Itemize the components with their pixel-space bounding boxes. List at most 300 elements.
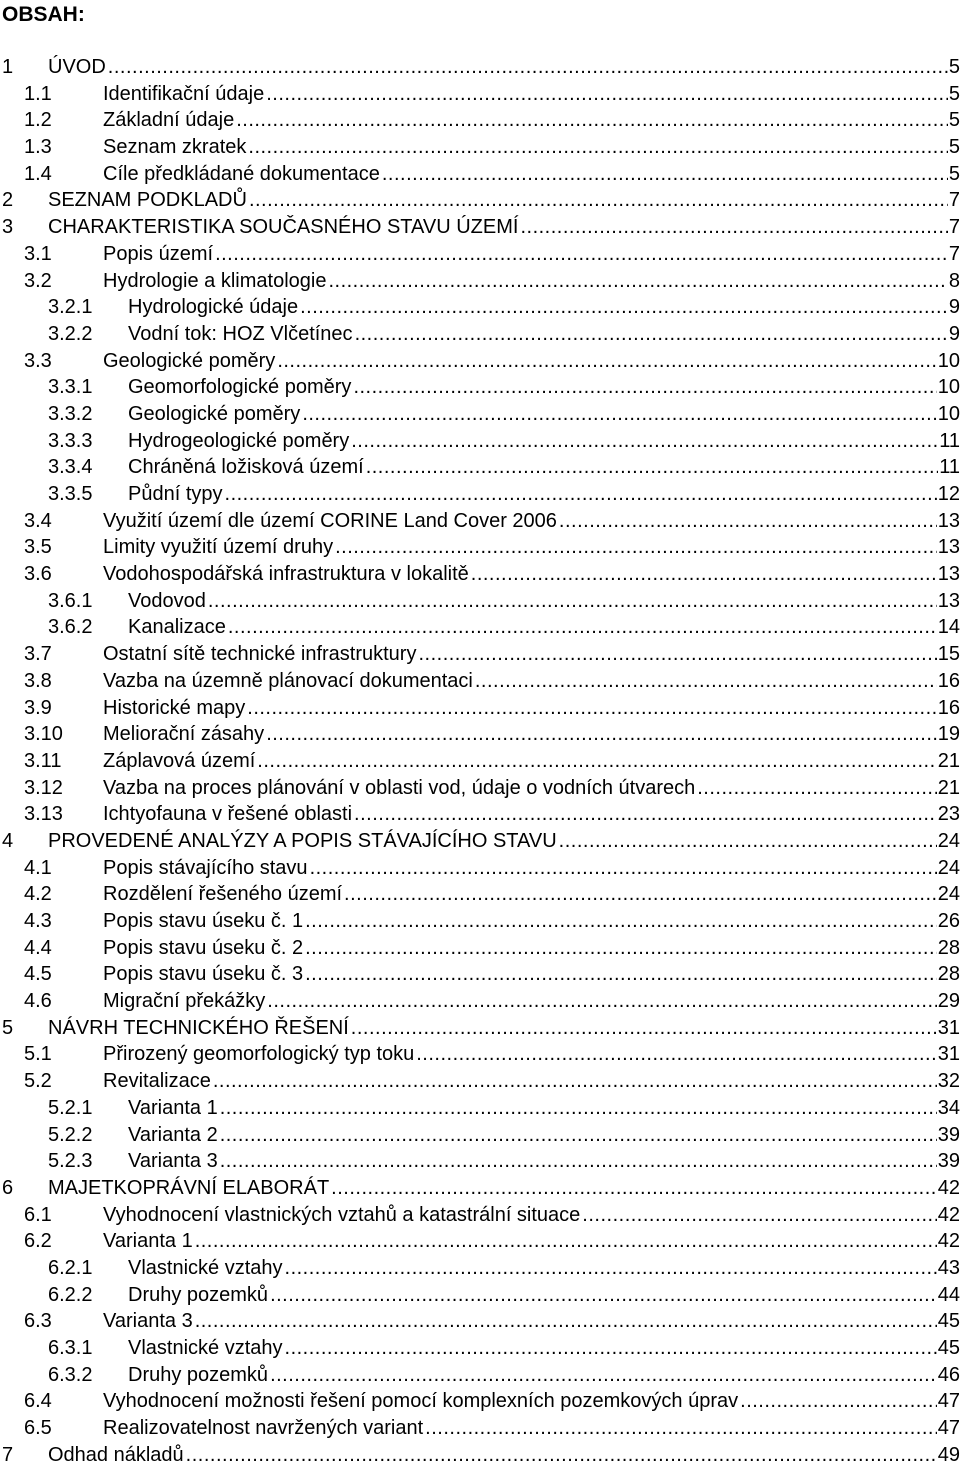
toc-entry-page-number: 28 — [937, 936, 960, 959]
toc-entry-title: Hydrologické údaje — [128, 296, 299, 319]
dot-leader — [353, 374, 936, 400]
toc-entry[interactable] — [0, 1068, 960, 1095]
toc-entry-number: 1.4 — [24, 162, 52, 185]
toc-entry[interactable] — [0, 828, 960, 855]
dot-leader — [355, 321, 948, 347]
toc-entry[interactable] — [0, 374, 960, 401]
toc-entry-number: 3.11 — [24, 749, 62, 772]
toc-entry-number: 4.4 — [24, 936, 52, 959]
toc-entry-line — [128, 588, 960, 614]
toc-entry-number: 4.5 — [24, 963, 52, 986]
toc-entry-line — [103, 508, 960, 534]
toc-entry[interactable] — [0, 187, 960, 214]
toc-entry-page-number: 10 — [937, 349, 960, 372]
toc-entry-page-number: 49 — [937, 1443, 960, 1466]
toc-entry-number: 2 — [2, 189, 14, 212]
toc-entry[interactable] — [0, 481, 960, 508]
toc-entry[interactable] — [0, 908, 960, 935]
toc-entry-number: 4.3 — [24, 910, 52, 932]
dot-leader — [228, 614, 937, 640]
toc-entry-page-number: 10 — [937, 402, 960, 425]
toc-entry-page-number: 29 — [937, 990, 960, 1013]
toc-entry-number: 3.6.1 — [48, 589, 93, 612]
toc-entry-line — [48, 828, 960, 854]
toc-entry[interactable] — [0, 1282, 960, 1309]
toc-entry-title: Geomorfologické poměry — [128, 376, 352, 399]
dot-leader — [300, 294, 948, 320]
toc-entry-line — [128, 1255, 960, 1281]
toc-entry-page-number: 14 — [937, 616, 960, 639]
toc-entry-page-number: 5 — [948, 56, 960, 78]
toc-entry[interactable] — [0, 641, 960, 668]
toc-entry[interactable] — [0, 961, 960, 988]
toc-entry-title: ÚVOD — [48, 56, 106, 78]
toc-entry[interactable] — [0, 855, 960, 882]
toc-entry-line — [128, 428, 960, 454]
toc-entry-page-number: 34 — [937, 1096, 960, 1119]
toc-entry[interactable] — [0, 988, 960, 1015]
toc-entry-title: Limity využití území druhy — [103, 536, 334, 559]
toc-entry-number: 6 — [2, 1176, 14, 1199]
toc-entry[interactable] — [0, 454, 960, 481]
toc-entry-line — [103, 268, 960, 294]
dot-leader — [305, 935, 937, 961]
toc-entry-title: Revitalizace — [103, 1070, 211, 1093]
toc-entry-page-number: 42 — [937, 1230, 960, 1253]
toc-entry-title: Chráněná ložisková území — [128, 456, 364, 479]
toc-entry-title: Druhy pozemků — [128, 1283, 269, 1306]
toc-entry-title: Identifikační údaje — [103, 82, 265, 105]
toc-entry-page-number: 23 — [937, 803, 960, 826]
dot-leader — [195, 1228, 937, 1254]
toc-entry-title: Kanalizace — [128, 616, 226, 639]
toc-entry-number: 1.1 — [24, 82, 52, 105]
toc-entry-title: Základní údaje — [103, 109, 235, 132]
dot-leader — [740, 1388, 937, 1414]
toc-entry-page-number: 13 — [937, 589, 960, 612]
toc-entry-line — [128, 1122, 960, 1148]
toc-entry-line — [103, 668, 960, 694]
toc-entry-page-number: 7 — [948, 189, 960, 212]
toc-entry-number: 6.3 — [24, 1310, 52, 1333]
dot-leader — [305, 961, 937, 987]
toc-entry-page-number: 45 — [937, 1337, 960, 1359]
toc-entry-page-number: 13 — [937, 536, 960, 559]
toc-entry[interactable] — [0, 1122, 960, 1149]
dot-leader — [302, 401, 936, 427]
toc-entry-line — [103, 881, 960, 907]
toc-entry[interactable] — [0, 1255, 960, 1282]
toc-entry-title: Meliorační zásahy — [103, 723, 265, 746]
toc-entry-title: SEZNAM PODKLADŮ — [48, 189, 247, 212]
toc-entry[interactable] — [0, 775, 960, 802]
dot-leader — [331, 1175, 937, 1201]
dot-leader — [236, 107, 948, 133]
toc-entry-number: 3.9 — [24, 696, 52, 719]
dot-leader — [305, 908, 937, 934]
toc-entry-line — [103, 695, 960, 721]
dot-leader — [425, 1415, 937, 1441]
toc-entry-title: Cíle předkládané dokumentace — [103, 162, 380, 185]
toc-entry-page-number: 31 — [937, 1043, 960, 1066]
toc-entry-title: Hydrologie a klimatologie — [103, 269, 327, 292]
toc-entry-line — [103, 801, 960, 827]
toc-entry-number: 7 — [2, 1443, 14, 1466]
dot-leader — [277, 348, 936, 374]
toc-entry[interactable] — [0, 614, 960, 641]
dot-leader — [225, 481, 937, 507]
toc-entry[interactable] — [0, 508, 960, 535]
toc-entry-number: 3.4 — [24, 509, 52, 532]
toc-entry-number: 5.2 — [24, 1070, 52, 1093]
toc-entry-line — [48, 1015, 960, 1041]
toc-entry-line — [103, 961, 960, 987]
toc-entry-page-number: 15 — [937, 643, 960, 666]
toc-entry-number: 6.3.2 — [48, 1363, 93, 1386]
toc-entry-number: 6.4 — [24, 1390, 52, 1413]
toc-entry-title: Varianta 2 — [128, 1123, 218, 1146]
toc-entry[interactable] — [0, 748, 960, 775]
dot-leader — [248, 134, 947, 160]
toc-entry-page-number: 11 — [939, 429, 960, 452]
toc-entry-title: PROVEDENÉ ANALÝZY A POPIS STÁVAJÍCÍHO STAVU — [48, 829, 557, 852]
toc-entry[interactable] — [0, 1015, 960, 1042]
toc-entry-number: 3.10 — [24, 723, 63, 746]
toc-entry-title: MAJETKOPRÁVNÍ ELABORÁT — [48, 1176, 330, 1199]
toc-entry-page-number: 9 — [948, 322, 960, 345]
toc-entry-title: CHARAKTERISTIKA SOUČASNÉHO STAVU ÚZEMÍ — [48, 216, 519, 239]
dot-leader — [267, 988, 936, 1014]
toc-entry[interactable] — [0, 268, 960, 295]
toc-entry[interactable] — [0, 81, 960, 108]
toc-entry-number: 3.2.2 — [48, 322, 93, 345]
toc-entry[interactable] — [0, 561, 960, 588]
dot-leader — [186, 1442, 937, 1468]
toc-entry-page-number: 32 — [937, 1070, 960, 1093]
toc-entry[interactable] — [0, 935, 960, 962]
dot-leader — [354, 801, 937, 827]
dot-leader — [310, 855, 937, 881]
toc-entry-title: Hydrogeologické poměry — [128, 429, 350, 452]
toc-entry-page-number: 24 — [937, 883, 960, 906]
toc-entry[interactable] — [0, 401, 960, 428]
toc-entry-line — [103, 775, 960, 801]
toc-entry[interactable] — [0, 134, 960, 161]
toc-entry-page-number: 8 — [948, 269, 960, 292]
dot-leader — [418, 641, 936, 667]
dot-leader — [328, 268, 947, 294]
toc-entry-line — [128, 454, 960, 480]
dot-leader — [270, 1362, 937, 1388]
toc-entry-page-number: 24 — [937, 856, 960, 879]
toc-entry-line — [103, 561, 960, 587]
toc-entry-line — [103, 161, 960, 187]
toc-entry-title: Vazba na územně plánovací dokumentaci — [103, 669, 473, 692]
dot-leader — [285, 1335, 937, 1361]
dot-leader — [270, 1282, 937, 1308]
toc-entry-line — [48, 54, 960, 80]
toc-entry-title: Vyhodnocení možnosti řešení pomocí komplexních pozemkových úprav — [103, 1390, 739, 1413]
toc-entry[interactable] — [0, 1442, 960, 1468]
toc-entry-title: NÁVRH TECHNICKÉHO ŘEŠENÍ — [48, 1016, 349, 1039]
toc-entry-number: 4.1 — [24, 856, 52, 879]
toc-entry-title: Varianta 1 — [103, 1230, 193, 1253]
toc-entry[interactable] — [0, 294, 960, 321]
dot-leader — [520, 214, 947, 240]
toc-entry-page-number: 24 — [937, 829, 960, 852]
toc-entry-title: Popis stavu úseku č. 1 — [103, 910, 304, 932]
dot-leader — [108, 54, 948, 80]
toc-entry-number: 5.2.2 — [48, 1123, 93, 1146]
dot-leader — [266, 721, 937, 747]
toc-entry[interactable] — [0, 1202, 960, 1229]
toc-entry-line — [103, 1041, 960, 1067]
toc-entry-page-number: 5 — [948, 136, 960, 159]
toc-entry-number: 4.2 — [24, 883, 52, 906]
toc-entry-page-number: 39 — [937, 1150, 960, 1173]
toc-entry-page-number: 13 — [937, 509, 960, 532]
toc-entry-number: 3.13 — [24, 803, 63, 826]
toc-entry[interactable] — [0, 1308, 960, 1335]
toc-entry-page-number: 21 — [937, 749, 960, 772]
toc-entry-page-number: 13 — [937, 563, 960, 586]
dot-leader — [344, 881, 937, 907]
toc-entry-page-number: 47 — [937, 1390, 960, 1413]
toc-entry-page-number: 5 — [948, 82, 960, 105]
toc-entry-line — [103, 1228, 960, 1254]
toc-entry[interactable] — [0, 668, 960, 695]
dot-leader — [208, 588, 937, 614]
toc-entry-line — [128, 481, 960, 507]
toc-entry-title: Vlastnické vztahy — [128, 1256, 283, 1279]
toc-entry-line — [103, 855, 960, 881]
toc-entry-line — [103, 1068, 960, 1094]
toc-entry-title: Vazba na proces plánování v oblasti vod, údaje o vodních útvarech — [103, 776, 696, 799]
toc-entry[interactable] — [0, 721, 960, 748]
toc-entry-line — [103, 81, 960, 107]
toc-entry-title: Varianta 3 — [103, 1310, 193, 1333]
dot-leader — [351, 428, 938, 454]
dot-leader — [285, 1255, 937, 1281]
toc-entry-number: 3.6 — [24, 563, 52, 586]
toc-entry[interactable] — [0, 1228, 960, 1255]
toc-entry-page-number: 21 — [937, 776, 960, 799]
dot-leader — [257, 748, 936, 774]
toc-entry-number: 5.2.1 — [48, 1096, 93, 1119]
toc-entry-line — [128, 374, 960, 400]
toc-entry-number: 3.3.1 — [48, 376, 93, 399]
toc-entry-line — [103, 107, 960, 133]
dot-leader — [366, 454, 939, 480]
toc-entry-line — [103, 534, 960, 560]
toc-entry-page-number: 5 — [948, 162, 960, 185]
toc-entry-title: Vodovod — [128, 589, 206, 612]
toc-entry-line — [103, 1415, 960, 1441]
table-of-contents — [0, 54, 960, 1468]
toc-entry-title: Půdní typy — [128, 483, 223, 505]
toc-entry-number: 5.1 — [24, 1043, 52, 1066]
toc-entry[interactable] — [0, 1095, 960, 1122]
toc-entry[interactable] — [0, 1335, 960, 1362]
toc-entry[interactable] — [0, 1415, 960, 1442]
toc-entry-number: 3.1 — [24, 242, 52, 265]
toc-entry-title: Ostatní sítě technické infrastruktury — [103, 643, 417, 666]
toc-entry-page-number: 26 — [937, 910, 960, 932]
dot-leader — [559, 508, 937, 534]
toc-entry-page-number: 43 — [937, 1256, 960, 1279]
toc-entry[interactable] — [0, 161, 960, 188]
dot-leader — [335, 534, 937, 560]
dot-leader — [351, 1015, 937, 1041]
toc-entry-number: 6.1 — [24, 1203, 52, 1226]
toc-entry-title: Využití území dle území CORINE Land Cover 2006 — [103, 509, 557, 532]
toc-entry[interactable] — [0, 534, 960, 561]
toc-entry[interactable] — [0, 428, 960, 455]
toc-entry-title: Vyhodnocení vlastnických vztahů a katastrální situace — [103, 1203, 581, 1226]
toc-entry-line — [128, 1282, 960, 1308]
toc-entry-title: Záplavová území — [103, 749, 256, 772]
toc-entry[interactable] — [0, 881, 960, 908]
toc-entry-line — [103, 1308, 960, 1334]
toc-entry-page-number: 47 — [937, 1417, 960, 1440]
toc-entry[interactable] — [0, 107, 960, 134]
toc-entry-title: Ichtyofauna v řešené oblasti — [103, 803, 353, 826]
toc-entry-title: Druhy pozemků — [128, 1363, 269, 1386]
toc-entry-page-number: 46 — [937, 1363, 960, 1386]
toc-entry-line — [103, 1388, 960, 1414]
toc-entry-title: Varianta 1 — [128, 1096, 218, 1119]
toc-entry-line — [103, 241, 960, 267]
toc-entry-line — [103, 988, 960, 1014]
toc-entry-page-number: 9 — [948, 296, 960, 319]
toc-entry-number: 3.7 — [24, 643, 52, 666]
toc-entry-number: 3.2 — [24, 269, 52, 292]
dot-leader — [195, 1308, 937, 1334]
toc-entry-title: Varianta 3 — [128, 1150, 218, 1173]
toc-entry-page-number: 19 — [937, 723, 960, 746]
toc-entry-page-number: 12 — [937, 483, 960, 505]
toc-entry[interactable] — [0, 588, 960, 615]
toc-entry-number: 3.3 — [24, 349, 52, 372]
toc-entry-line — [103, 641, 960, 667]
toc-entry-title: Vodní tok: HOZ Vlčetínec — [128, 322, 353, 345]
toc-entry-number: 3.3.4 — [48, 456, 93, 479]
dot-leader — [416, 1041, 937, 1067]
toc-entry-page-number: 10 — [937, 376, 960, 399]
toc-entry-page-number: 42 — [937, 1176, 960, 1199]
toc-entry-number: 1 — [2, 56, 14, 78]
toc-entry-line — [103, 721, 960, 747]
toc-entry-line — [48, 187, 960, 213]
toc-entry-title: Přirozený geomorfologický typ toku — [103, 1043, 415, 1066]
toc-entry-title: Popis stavu úseku č. 2 — [103, 936, 304, 959]
toc-entry-page-number: 7 — [948, 216, 960, 239]
dot-leader — [220, 1148, 937, 1174]
toc-entry[interactable] — [0, 695, 960, 722]
toc-entry[interactable] — [0, 1175, 960, 1202]
toc-entry[interactable] — [0, 348, 960, 375]
toc-entry-line — [128, 294, 960, 320]
dot-leader — [213, 1068, 937, 1094]
dot-leader — [247, 695, 936, 721]
toc-entry[interactable] — [0, 1041, 960, 1068]
page-title: OBSAH: — [2, 3, 85, 26]
dot-leader — [215, 241, 948, 267]
toc-entry-number: 6.2 — [24, 1230, 52, 1253]
toc-entry-line — [128, 614, 960, 640]
toc-entry[interactable] — [0, 241, 960, 268]
toc-entry-title: Vodohospodářská infrastruktura v lokalitě — [103, 563, 469, 586]
toc-entry-line — [128, 401, 960, 427]
toc-entry-number: 6.2.2 — [48, 1283, 93, 1306]
toc-entry-page-number: 16 — [937, 669, 960, 692]
toc-entry-number: 3.3.5 — [48, 483, 93, 505]
toc-entry-number: 3.3.3 — [48, 429, 93, 452]
toc-entry-page-number: 16 — [937, 696, 960, 719]
toc-entry-title: Geologické poměry — [103, 349, 276, 372]
toc-entry[interactable] — [0, 801, 960, 828]
toc-entry-page-number: 39 — [937, 1123, 960, 1146]
toc-entry-line — [128, 1362, 960, 1388]
toc-entry-number: 3.12 — [24, 776, 63, 799]
toc-entry-line — [128, 1335, 960, 1361]
dot-leader — [582, 1202, 936, 1228]
toc-entry-page-number: 42 — [937, 1203, 960, 1226]
toc-entry-title: Seznam zkratek — [103, 136, 247, 159]
toc-entry-line — [128, 1148, 960, 1174]
dot-leader — [559, 828, 937, 854]
toc-entry-title: Geologické poměry — [128, 402, 301, 425]
toc-entry-title: Vlastnické vztahy — [128, 1337, 283, 1359]
toc-entry-number: 1.2 — [24, 109, 52, 132]
toc-entry-line — [103, 748, 960, 774]
toc-entry-line — [128, 1095, 960, 1121]
toc-entry-line — [48, 214, 960, 240]
toc-entry-title: Historické mapy — [103, 696, 246, 719]
toc-entry-number: 6.5 — [24, 1417, 52, 1440]
toc-entry-title: Migrační překážky — [103, 990, 266, 1013]
toc-entry-title: Popis stávajícího stavu — [103, 856, 308, 879]
toc-entry[interactable] — [0, 1148, 960, 1175]
toc-entry-line — [128, 321, 960, 347]
toc-entry-line — [48, 1442, 960, 1468]
toc-entry-number: 6.2.1 — [48, 1256, 93, 1279]
toc-entry[interactable] — [0, 1388, 960, 1415]
toc-entry-title: Odhad nákladů — [48, 1443, 184, 1466]
toc-entry-number: 3.2.1 — [48, 296, 93, 319]
toc-entry-page-number: 45 — [937, 1310, 960, 1333]
dot-leader — [697, 775, 937, 801]
toc-entry-page-number: 5 — [948, 109, 960, 132]
toc-entry-number: 4 — [2, 829, 14, 852]
toc-entry-title: Realizovatelnost navržených variant — [103, 1417, 424, 1440]
toc-entry-line — [103, 908, 960, 934]
toc-entry-number: 3.3.2 — [48, 402, 93, 425]
dot-leader — [220, 1122, 937, 1148]
toc-entry-number: 5 — [2, 1016, 14, 1039]
dot-leader — [249, 187, 948, 213]
toc-entry[interactable] — [0, 54, 960, 81]
toc-entry[interactable] — [0, 214, 960, 241]
toc-entry[interactable] — [0, 321, 960, 348]
toc-entry-page-number: 7 — [948, 242, 960, 265]
toc-entry-title: Rozdělení řešeného území — [103, 883, 343, 906]
toc-entry-page-number: 44 — [937, 1283, 960, 1306]
toc-entry-number: 3.8 — [24, 669, 52, 692]
toc-entry[interactable] — [0, 1362, 960, 1389]
toc-entry-number: 3 — [2, 216, 14, 239]
dot-leader — [220, 1095, 937, 1121]
